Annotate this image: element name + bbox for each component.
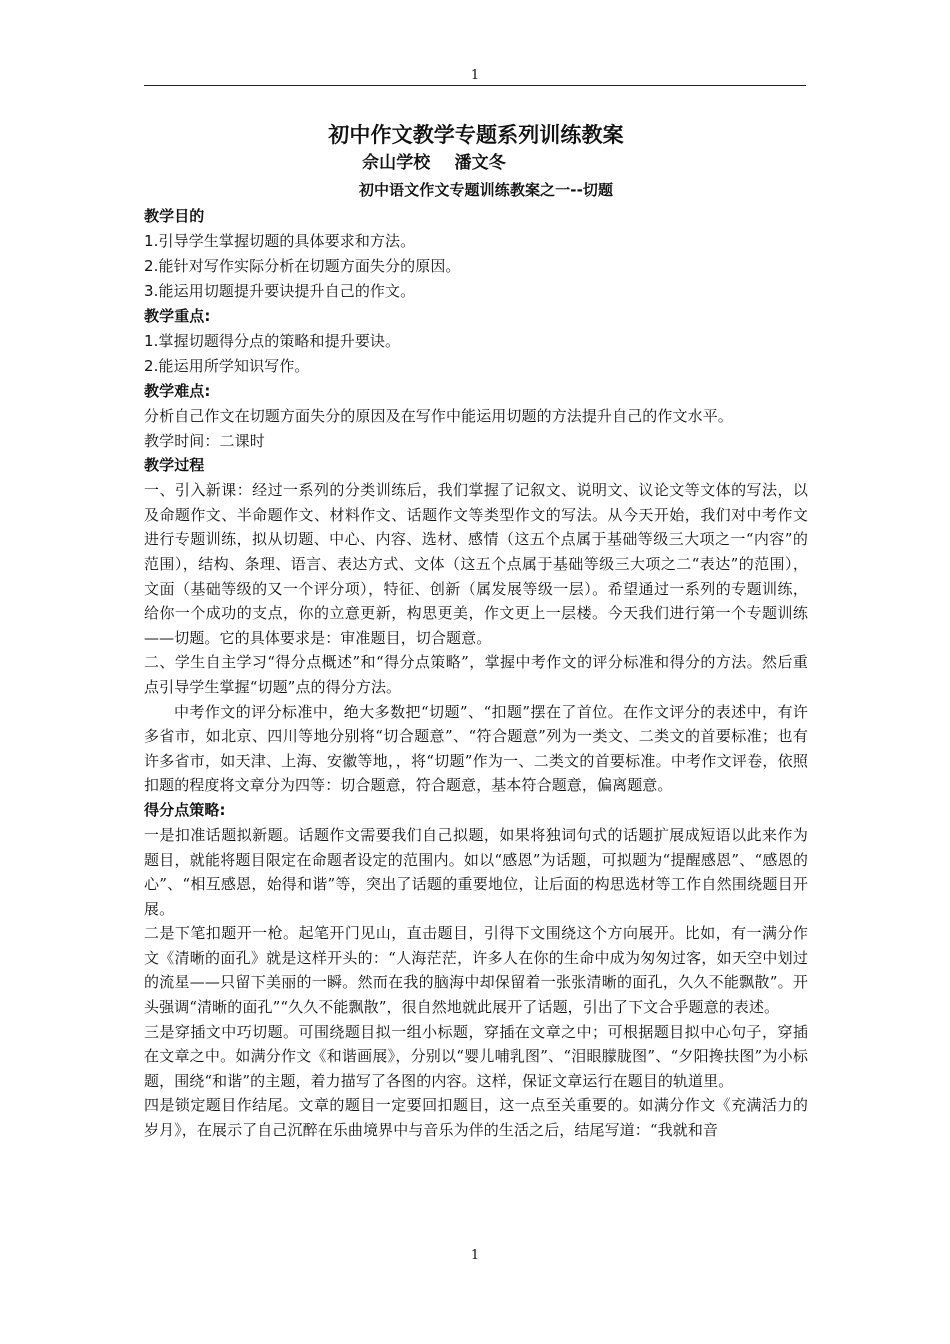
goals-heading: 教学目的 [144,207,205,225]
goal-item-text: 能针对写作实际分析在切题方面失分的原因。 [158,257,461,275]
key-point-text: 能运用所学知识写作。 [158,357,310,375]
header-page-number: 1 [470,68,480,83]
process-paragraph-intro: 一、引入新课：经过一系列的分类训练后，我们掌握了记叙文、说明文、议论文等文体的写法，以及命题作文、半命题作文、材料作文、话题作文等类型作文的写法。从今天开始，我们对中考作文进行专题训练，拟从切题、中心、内容、选材、感情（这五个点属于基础等级三大项之一“内容”的范围），结构、条理、语言、表达方式、文体（这五个点属于基础等级三大项之二“表达”的范围），文面（基础等级的又一个评分项），特征、创新（属发展等级一层）。希望通过一系列的专题训练，给你一个成功的支点，你的立意更新，构思更美，作文更上一层楼。今天我们进行第一个专题训练——切题。它的具体要求是：审准题目，切合题意。 [144,481,808,647]
difficulties-text: 分析自己作文在切题方面失分的原因及在写作中能运用切题的方法提升自己的作文水平。 [144,407,733,425]
goal-item-number: 2. [144,257,159,275]
key-points-heading: 教学重点: [144,307,211,325]
key-point-number: 2. [144,357,159,375]
document-subtitle: 初中语文作文专题训练教案之一--切题 [358,181,614,199]
difficulties-heading: 教学难点: [144,382,211,400]
header-divider [144,85,806,86]
strategy-paragraph: 四是锁定题目作结尾。文章的题目一定要回扣题目，这一点至关重要的。如满分作文《充满活力的岁月》，在展示了自己沉醉在乐曲境界中与音乐为伴的生活之后，结尾写道：“我就和音 [144,1096,808,1140]
teaching-time: 教学时间：二课时 [144,431,265,450]
strategy-paragraph: 二是下笔扣题开一枪。起笔开门见山，直击题目，引得下文围绕这个方向展开。比如，有一满分作文《清晰的面孔》就是这样开头的：“人海茫茫，许多人在你的生命中成为匆匆过客，如天空中划过的流星——只留下美丽的一瞬。然而在我的脑海中却保留着一张张清晰的面孔，久久不能飘散”。开头强调“清晰的面孔”“久久不能飘散”，很自然地就此展开了话题，引出了下文合乎题意的表述。 [144,924,808,1017]
strategy-paragraph: 三是穿插文中巧切题。可围绕题目拟一组小标题，穿插在文章之中；可根据题目拟中心句子，穿插在文章之中。如满分作文《和谐画展》，分别以“婴儿哺乳图”、“泪眼朦胧图”、“夕阳搀扶图”为小标题，围绕“和谐”的主题，着力描写了各图的内容。这样，保证文章运行在题目的轨道里。 [144,1022,808,1090]
author-line: 佘山学校 潘文冬 [362,153,506,173]
process-heading: 教学过程 [144,456,205,475]
footer-page-number: 1 [470,1248,480,1263]
goal-item-text: 引导学生掌握切题的具体要求和方法。 [158,232,416,250]
goal-item [144,279,808,304]
strategies-heading: 得分点策略: [144,800,226,819]
goal-item-text: 能运用切题提升要诀提升自己的作文。 [158,282,416,300]
goal-item [144,229,808,254]
key-point-item [144,329,808,354]
key-point-text: 掌握切题得分点的策略和提升要诀。 [158,332,401,350]
process-paragraph-self-study: 二、学生自主学习“得分点概述”和“得分点策略”，掌握中考作文的评分标准和得分的方法。然后重点引导学生掌握“切题”点的得分方法。 [144,653,808,696]
goal-item-number: 3. [144,282,159,300]
goal-item-number: 1. [144,232,159,250]
key-point-item [144,354,808,379]
document-title: 初中作文教学专题系列训练教案 [328,123,624,147]
key-point-number: 1. [144,332,159,350]
goal-item [144,254,808,279]
process-paragraph-standards: 中考作文的评分标准中，绝大多数把“切题”、“扣题”摆在了首位。在作文评分的表述中，有许多省市，如北京、四川等地分别将“切合题意”、“符合题意”列为一类文、二类文的首要标准；也有许多省市，如天津、上海、安徽等地，，将“切题”作为一、二类文的首要标准。中考作文评卷，依照扣题的程度将文章分为四等：切合题意，符合题意，基本符合题意，偏离题意。 [144,702,808,795]
document-body [144,118,808,1143]
strategy-paragraph: 一是扣准话题拟新题。话题作文需要我们自己拟题，如果将独词句式的话题扩展成短语以此来作为题目，就能将题目限定在命题者设定的范围内。如以“感恩”为话题，可拟题为“提醒感恩”、“感恩的心”、“相互感恩，始得和谐”等，突出了话题的重要地位，让后面的构思选材等工作自然围绕题目开展。 [144,825,808,918]
